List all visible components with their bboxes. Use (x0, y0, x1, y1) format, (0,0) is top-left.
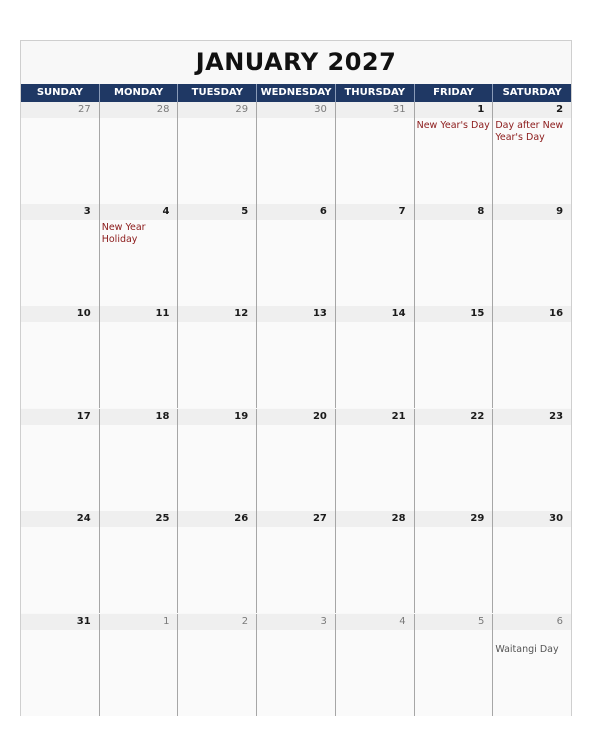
date-number: 9 (556, 206, 564, 217)
date-number: 10 (76, 308, 91, 319)
day-cell[interactable] (100, 409, 179, 511)
day-cell[interactable] (493, 102, 571, 204)
day-cell[interactable] (100, 204, 179, 306)
holiday-label: Waitangi Day (495, 644, 559, 655)
date-number: 25 (155, 513, 170, 524)
weekday-header-wednesday: WEDNESDAY (257, 84, 336, 102)
day-cell[interactable] (493, 204, 571, 306)
date-number: 8 (477, 206, 485, 217)
date-number: 17 (76, 411, 91, 422)
date-number: 3 (320, 616, 327, 627)
day-cell[interactable] (415, 102, 494, 204)
day-cell[interactable] (21, 102, 100, 204)
calendar-title: JANUARY 2027 (195, 48, 397, 76)
day-cell[interactable] (21, 409, 100, 511)
date-number: 4 (399, 616, 406, 627)
date-number: 30 (549, 513, 564, 524)
weekday-header-sunday: SUNDAY (21, 84, 100, 102)
weekday-header-monday: MONDAY (100, 84, 179, 102)
day-cell[interactable] (493, 614, 571, 716)
weekday-header-saturday: SATURDAY (502, 87, 562, 98)
day-cell[interactable] (178, 306, 257, 408)
day-cell[interactable] (21, 204, 100, 306)
date-number: 2 (241, 616, 249, 627)
weekday-header-thursday: THURSDAY (336, 84, 415, 102)
date-number: 13 (312, 308, 327, 319)
date-number: 5 (241, 206, 249, 217)
date-number: 31 (392, 104, 406, 115)
day-cell[interactable] (493, 511, 571, 613)
day-cell[interactable] (21, 614, 100, 716)
day-cell[interactable] (415, 204, 494, 306)
day-cell[interactable] (100, 306, 179, 408)
date-number: 19 (234, 411, 249, 422)
day-cell[interactable] (493, 306, 571, 408)
date-number: 28 (391, 513, 406, 524)
date-number: 30 (314, 104, 327, 115)
date-number: 23 (549, 411, 564, 422)
week-row (21, 204, 571, 306)
day-cell[interactable] (257, 204, 336, 306)
date-number: 6 (556, 616, 564, 627)
day-cell[interactable] (100, 511, 179, 613)
day-cell[interactable] (178, 614, 257, 716)
date-number: 27 (312, 513, 327, 524)
week-row (21, 409, 571, 511)
date-number: 29 (470, 513, 485, 524)
holiday-label: Day after New Year's Day (495, 120, 564, 143)
holiday-label: New Year's Day (416, 120, 490, 131)
date-number: 2 (556, 104, 564, 115)
date-number: 5 (477, 616, 485, 627)
date-number: 18 (155, 411, 170, 422)
date-number: 6 (319, 206, 327, 217)
day-cell[interactable] (100, 102, 179, 204)
day-cell[interactable] (257, 409, 336, 511)
date-number: 16 (549, 308, 564, 319)
day-cell[interactable] (257, 102, 336, 204)
day-cell[interactable] (336, 102, 415, 204)
day-cell[interactable] (257, 614, 336, 716)
date-number: 14 (391, 308, 406, 319)
day-cell[interactable] (336, 511, 415, 613)
date-number: 4 (162, 206, 170, 217)
date-number: 26 (234, 513, 249, 524)
date-number: 15 (470, 308, 485, 319)
day-cell[interactable] (415, 511, 494, 613)
day-cell[interactable] (415, 409, 494, 511)
day-cell[interactable] (415, 614, 494, 716)
date-number: 1 (163, 616, 170, 627)
weekday-header-tuesday: TUESDAY (178, 84, 257, 102)
day-cell[interactable] (336, 204, 415, 306)
date-number: 29 (235, 104, 249, 115)
day-cell[interactable] (493, 409, 571, 511)
date-number: 28 (156, 104, 170, 115)
date-number: 27 (77, 104, 91, 115)
date-number: 20 (312, 411, 327, 422)
day-cell[interactable] (336, 409, 415, 511)
date-number: 21 (391, 411, 406, 422)
day-cell[interactable] (336, 614, 415, 716)
day-cell[interactable] (178, 102, 257, 204)
day-cell[interactable] (257, 306, 336, 408)
weekday-header-row (21, 84, 571, 102)
date-number: 24 (76, 513, 91, 524)
day-cell[interactable] (336, 306, 415, 408)
calendar-sheet (20, 40, 572, 716)
day-cell[interactable] (415, 306, 494, 408)
day-cell[interactable] (178, 409, 257, 511)
date-number: 22 (470, 411, 485, 422)
date-number: 31 (76, 616, 91, 627)
weekday-header-friday: FRIDAY (415, 84, 494, 102)
day-cell[interactable] (21, 306, 100, 408)
date-number: 1 (477, 104, 485, 115)
day-cell[interactable] (21, 511, 100, 613)
week-row (21, 306, 571, 408)
holiday-label: New Year Holiday (101, 222, 146, 245)
day-cell[interactable] (257, 511, 336, 613)
week-row (21, 614, 571, 716)
date-number: 7 (398, 206, 406, 217)
day-cell[interactable] (178, 204, 257, 306)
date-number: 11 (155, 308, 170, 319)
date-number: 3 (83, 206, 91, 217)
day-cell[interactable] (178, 511, 257, 613)
week-row (21, 102, 571, 204)
date-number: 12 (234, 308, 249, 319)
week-row (21, 511, 571, 613)
day-cell[interactable] (100, 614, 179, 716)
calendar-grid (21, 102, 571, 716)
